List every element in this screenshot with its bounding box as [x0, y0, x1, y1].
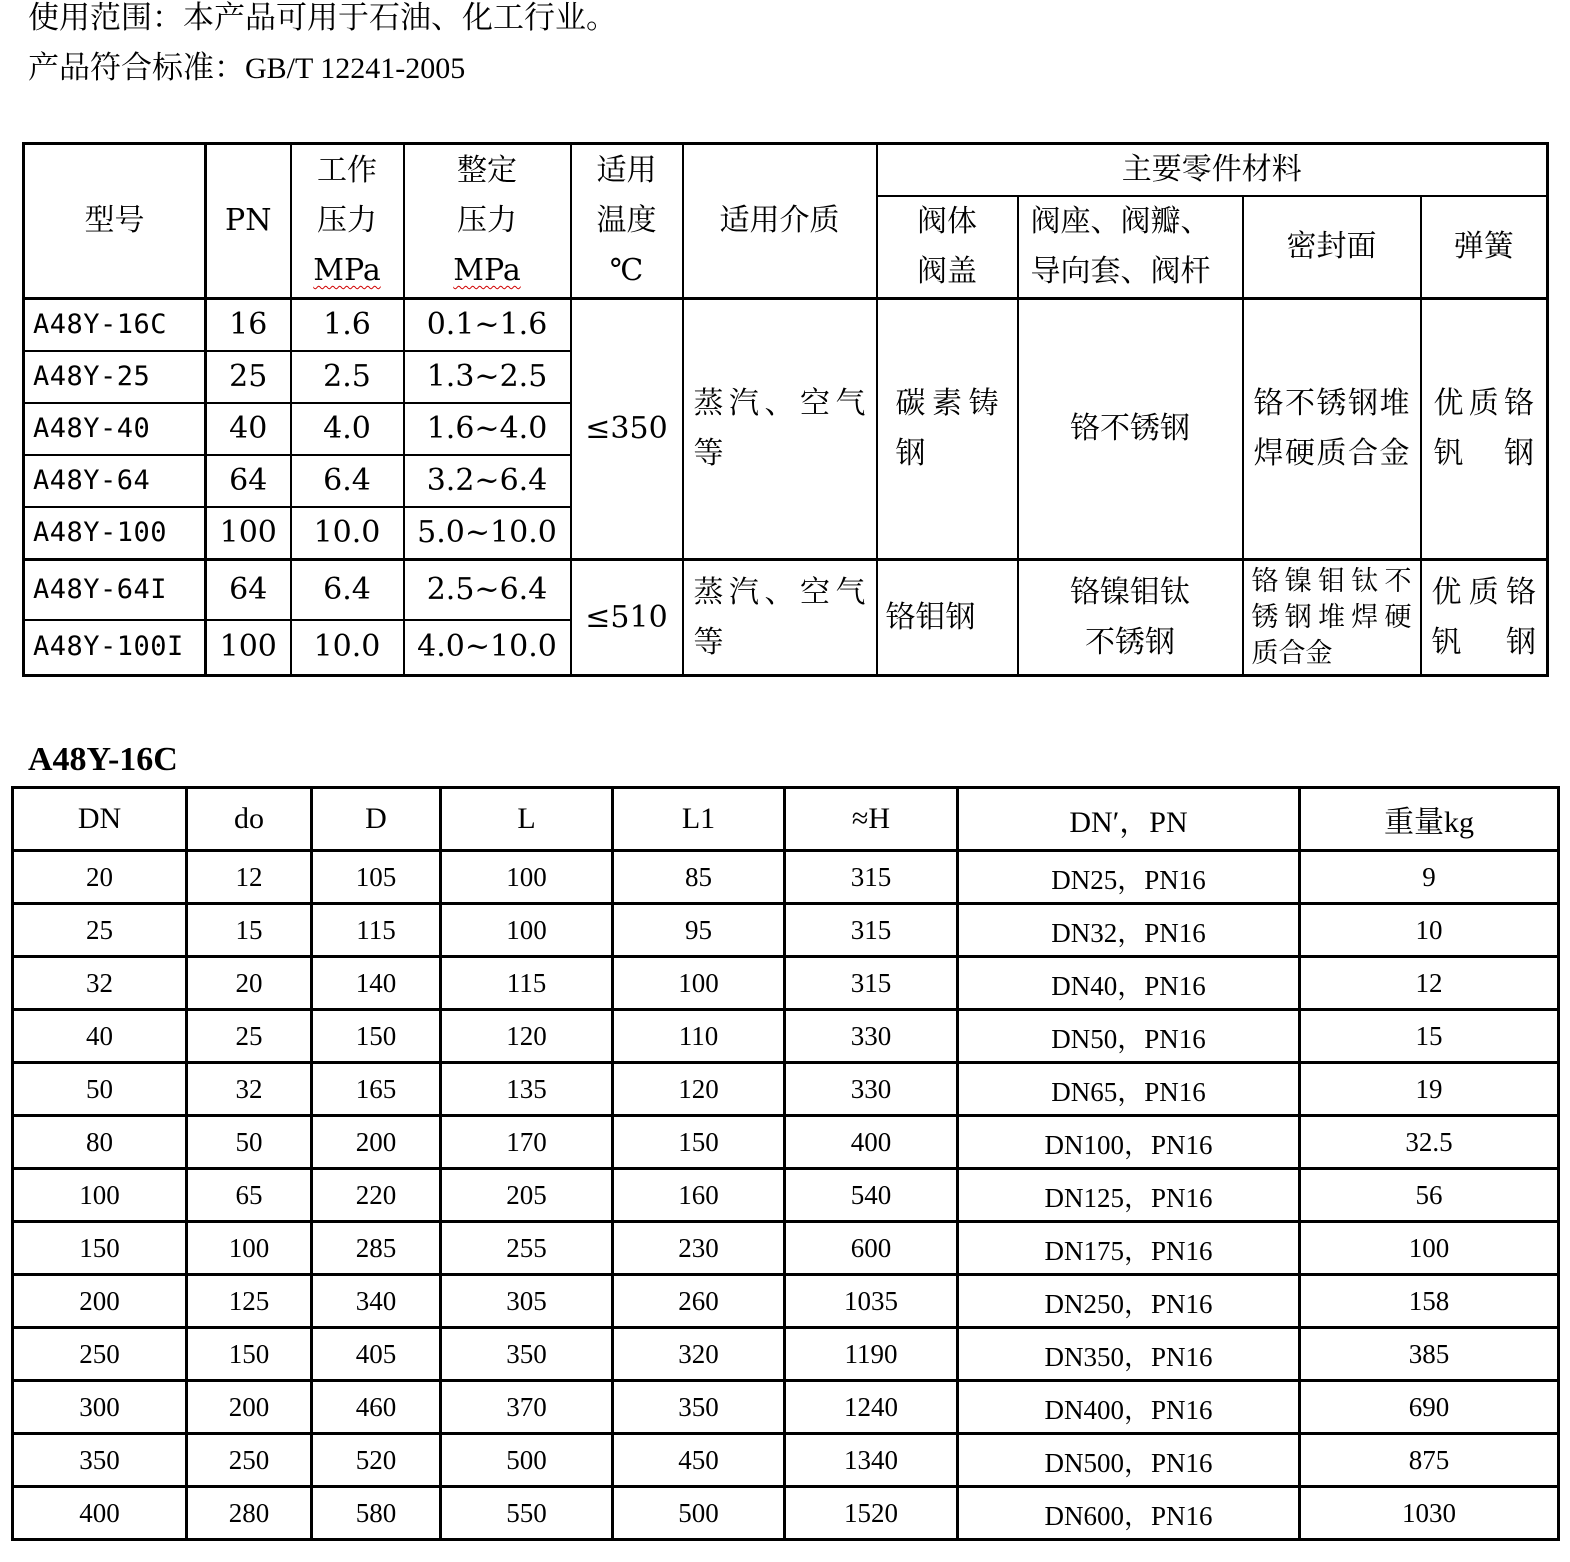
usage-text: 使用范围：本产品可用于石油、化工行业。: [28, 0, 617, 36]
dim-cell-l1: 150: [613, 1116, 785, 1169]
dim-cell-l: 115: [441, 957, 613, 1010]
dim-cell-weight: 19: [1300, 1063, 1559, 1116]
header-work-pressure-1: 工作: [317, 153, 377, 188]
dim-cell-do: 20: [187, 957, 312, 1010]
dim-cell-do: 50: [187, 1116, 312, 1169]
dim-cell-dn: 80: [13, 1116, 187, 1169]
spec-sp-cell: 5.0~10.0: [404, 507, 571, 560]
spec-seat-cell-2: 铬镍钼钛不锈钢: [1018, 560, 1243, 676]
dim-cell-flange: DN600，PN16: [958, 1487, 1300, 1540]
dim-cell-weight: 1030: [1300, 1487, 1559, 1540]
spec-model-cell: A48Y-64I: [24, 560, 206, 620]
table-row: [13, 1222, 1559, 1275]
dim-cell-d: 220: [312, 1169, 441, 1222]
dim-cell-dn: 25: [13, 904, 187, 957]
dim-cell-l1: 95: [613, 904, 785, 957]
dim-cell-d: 115: [312, 904, 441, 957]
table-row: [13, 1116, 1559, 1169]
header-set-pressure: [404, 144, 571, 299]
spec-pn-cell: 25: [206, 351, 291, 403]
dim-cell-l1: 230: [613, 1222, 785, 1275]
dim-cell-h: 315: [785, 904, 958, 957]
standard-label: 产品符合标准：: [28, 50, 245, 86]
dim-cell-l: 120: [441, 1010, 613, 1063]
dim-cell-l: 100: [441, 904, 613, 957]
spec-temp-cell-2: ≤510: [571, 560, 683, 676]
spec-pn-cell: 64: [206, 455, 291, 507]
dim-cell-l1: 260: [613, 1275, 785, 1328]
spec-pn-cell: 100: [206, 507, 291, 560]
dim-cell-do: 15: [187, 904, 312, 957]
spec-table: [22, 142, 1549, 677]
dim-cell-dn: 50: [13, 1063, 187, 1116]
table-row: [13, 1169, 1559, 1222]
dim-cell-flange: DN65，PN16: [958, 1063, 1300, 1116]
dim-cell-weight: 10: [1300, 904, 1559, 957]
dimension-header-row: [13, 788, 1559, 851]
dim-cell-d: 520: [312, 1434, 441, 1487]
table-row: [13, 1434, 1559, 1487]
header-temp: [571, 144, 683, 299]
dim-cell-h: 1520: [785, 1487, 958, 1540]
dim-cell-dn: 40: [13, 1010, 187, 1063]
dim-cell-h: 540: [785, 1169, 958, 1222]
dim-cell-flange: DN125，PN16: [958, 1169, 1300, 1222]
spec-pn-cell: 64: [206, 560, 291, 620]
header-body: [877, 196, 1018, 299]
dim-cell-do: 125: [187, 1275, 312, 1328]
dim-cell-flange: DN25，PN16: [958, 851, 1300, 904]
dim-cell-do: 150: [187, 1328, 312, 1381]
spec-wp-cell: 4.0: [291, 403, 404, 455]
dim-cell-do: 25: [187, 1010, 312, 1063]
dim-cell-dn: 300: [13, 1381, 187, 1434]
header-seat-1: 阀座、阀瓣、: [1030, 204, 1211, 239]
spec-wp-cell: 10.0: [291, 620, 404, 676]
dim-cell-flange: DN400，PN16: [958, 1381, 1300, 1434]
header-temp-1: 适用: [596, 153, 657, 188]
dim-cell-l1: 450: [613, 1434, 785, 1487]
dim-header-h: ≈H: [785, 788, 958, 851]
dim-cell-weight: 158: [1300, 1275, 1559, 1328]
dim-cell-weight: 12: [1300, 957, 1559, 1010]
dim-cell-flange: DN32，PN16: [958, 904, 1300, 957]
dim-cell-flange: DN500，PN16: [958, 1434, 1300, 1487]
header-temp-2: 温度: [596, 203, 657, 238]
dim-cell-do: 250: [187, 1434, 312, 1487]
dim-cell-d: 140: [312, 957, 441, 1010]
standard-value: GB/T 12241-2005: [245, 52, 466, 85]
table-row: [13, 957, 1559, 1010]
dim-cell-l: 370: [441, 1381, 613, 1434]
dim-cell-l: 350: [441, 1328, 613, 1381]
dim-cell-weight: 9: [1300, 851, 1559, 904]
spec-temp-cell-1: ≤350: [571, 299, 683, 560]
spec-wp-cell: 6.4: [291, 455, 404, 507]
dim-cell-d: 200: [312, 1116, 441, 1169]
header-set-pressure-1: 整定: [457, 153, 517, 188]
dim-cell-dn: 20: [13, 851, 187, 904]
spec-wp-cell: 2.5: [291, 351, 404, 403]
header-temp-unit: ℃: [609, 253, 644, 288]
header-spring: 弹簧: [1421, 196, 1548, 299]
dim-cell-weight: 690: [1300, 1381, 1559, 1434]
dim-cell-d: 340: [312, 1275, 441, 1328]
header-sealing: 密封面: [1243, 196, 1421, 299]
table-row: [13, 1487, 1559, 1540]
dim-cell-d: 105: [312, 851, 441, 904]
dim-cell-do: 200: [187, 1381, 312, 1434]
dim-header-weight: 重量kg: [1300, 788, 1559, 851]
spec-body-cell-2: 铬钼钢: [877, 560, 1018, 676]
dim-cell-h: 1190: [785, 1328, 958, 1381]
spec-medium-cell-2: 蒸汽、空气等: [683, 560, 877, 676]
table-row: [13, 1328, 1559, 1381]
spec-sp-cell: 1.3~2.5: [404, 351, 571, 403]
spec-model-cell: A48Y-25: [24, 351, 206, 403]
dim-cell-l: 135: [441, 1063, 613, 1116]
dim-cell-l1: 500: [613, 1487, 785, 1540]
dim-header-l1: L1: [613, 788, 785, 851]
dim-cell-h: 315: [785, 957, 958, 1010]
dim-cell-dn: 200: [13, 1275, 187, 1328]
dim-cell-l: 205: [441, 1169, 613, 1222]
dim-cell-h: 315: [785, 851, 958, 904]
dim-cell-l: 255: [441, 1222, 613, 1275]
spec-wp-cell: 6.4: [291, 560, 404, 620]
spec-sealing-cell-2: 铬镍钼钛不锈钢堆焊硬质合金: [1243, 560, 1421, 676]
header-work-pressure: [291, 144, 404, 299]
dim-cell-l1: 110: [613, 1010, 785, 1063]
dim-cell-do: 65: [187, 1169, 312, 1222]
dim-cell-do: 32: [187, 1063, 312, 1116]
dim-cell-weight: 100: [1300, 1222, 1559, 1275]
spec-model-cell: A48Y-40: [24, 403, 206, 455]
dim-header-dn: DN: [13, 788, 187, 851]
dim-cell-h: 1035: [785, 1275, 958, 1328]
header-set-pressure-unit: MPa: [453, 253, 521, 288]
spec-pn-cell: 100: [206, 620, 291, 676]
dim-cell-h: 1240: [785, 1381, 958, 1434]
dim-cell-do: 280: [187, 1487, 312, 1540]
spec-medium-cell-1: 蒸汽、空气等: [683, 299, 877, 560]
dim-cell-d: 165: [312, 1063, 441, 1116]
dimension-table-title: A48Y-16C: [28, 741, 178, 778]
dim-cell-d: 460: [312, 1381, 441, 1434]
dim-cell-weight: 15: [1300, 1010, 1559, 1063]
dim-cell-dn: 32: [13, 957, 187, 1010]
header-model: 型号: [24, 144, 206, 299]
standard-text: [28, 48, 465, 89]
header-work-pressure-2: 压力: [317, 203, 377, 238]
spec-pn-cell: 16: [206, 299, 291, 352]
dim-cell-flange: DN175，PN16: [958, 1222, 1300, 1275]
spec-wp-cell: 10.0: [291, 507, 404, 560]
dim-cell-h: 1340: [785, 1434, 958, 1487]
dim-cell-l: 305: [441, 1275, 613, 1328]
header-body-2: 阀盖: [917, 254, 977, 289]
header-seat-2: 导向套、阀杆: [1030, 254, 1211, 289]
dimension-table: [11, 786, 1560, 1541]
spec-sp-cell: 1.6~4.0: [404, 403, 571, 455]
spec-spring-cell-2: 优质铬钒钢: [1421, 560, 1548, 676]
spec-model-cell: A48Y-16C: [24, 299, 206, 352]
spec-model-cell: A48Y-100: [24, 507, 206, 560]
dim-header-flange: DN′，PN: [958, 788, 1300, 851]
dim-header-l: L: [441, 788, 613, 851]
dim-cell-l1: 85: [613, 851, 785, 904]
dim-cell-dn: 350: [13, 1434, 187, 1487]
table-row: [13, 1010, 1559, 1063]
dim-cell-h: 330: [785, 1010, 958, 1063]
dim-header-d: D: [312, 788, 441, 851]
spec-pn-cell: 40: [206, 403, 291, 455]
dim-cell-flange: DN250，PN16: [958, 1275, 1300, 1328]
header-pn: PN: [206, 144, 291, 299]
spec-sealing-cell-1: 铬不锈钢堆焊硬质合金: [1243, 299, 1421, 560]
dim-cell-h: 330: [785, 1063, 958, 1116]
dim-cell-dn: 400: [13, 1487, 187, 1540]
dim-cell-d: 405: [312, 1328, 441, 1381]
dim-cell-weight: 32.5: [1300, 1116, 1559, 1169]
spec-sp-cell: 4.0~10.0: [404, 620, 571, 676]
dim-cell-l1: 120: [613, 1063, 785, 1116]
header-seat: [1018, 196, 1243, 299]
spec-model-cell: A48Y-100I: [24, 620, 206, 676]
spec-spring-cell-1: 优质铬钒钢: [1421, 299, 1548, 560]
spec-model-cell: A48Y-64: [24, 455, 206, 507]
dim-cell-flange: DN350，PN16: [958, 1328, 1300, 1381]
header-set-pressure-2: 压力: [457, 203, 517, 238]
dim-cell-l1: 350: [613, 1381, 785, 1434]
dim-cell-dn: 250: [13, 1328, 187, 1381]
dim-cell-l1: 320: [613, 1328, 785, 1381]
header-medium: 适用介质: [683, 144, 877, 299]
dim-cell-dn: 150: [13, 1222, 187, 1275]
table-row: [13, 1381, 1559, 1434]
dim-cell-dn: 100: [13, 1169, 187, 1222]
dim-cell-l: 100: [441, 851, 613, 904]
dim-cell-do: 12: [187, 851, 312, 904]
dim-header-do: do: [187, 788, 312, 851]
dim-cell-weight: 56: [1300, 1169, 1559, 1222]
table-row: [13, 904, 1559, 957]
dim-cell-l: 500: [441, 1434, 613, 1487]
dim-cell-do: 100: [187, 1222, 312, 1275]
header-work-pressure-unit: MPa: [313, 253, 381, 288]
dim-cell-h: 400: [785, 1116, 958, 1169]
spec-seat-cell-1: 铬不锈钢: [1018, 299, 1243, 560]
spec-wp-cell: 1.6: [291, 299, 404, 352]
dim-cell-flange: DN100，PN16: [958, 1116, 1300, 1169]
table-row: [13, 1275, 1559, 1328]
dim-cell-weight: 385: [1300, 1328, 1559, 1381]
spec-sp-cell: 3.2~6.4: [404, 455, 571, 507]
spec-sp-cell: 2.5~6.4: [404, 560, 571, 620]
dim-cell-l1: 100: [613, 957, 785, 1010]
table-row: [13, 1063, 1559, 1116]
dim-cell-weight: 875: [1300, 1434, 1559, 1487]
dim-cell-l1: 160: [613, 1169, 785, 1222]
dim-cell-d: 285: [312, 1222, 441, 1275]
header-materials-group: 主要零件材料: [877, 144, 1548, 197]
dim-cell-l: 170: [441, 1116, 613, 1169]
header-body-1: 阀体: [917, 204, 977, 239]
dim-cell-flange: DN40，PN16: [958, 957, 1300, 1010]
spec-body-cell-1: 碳素铸钢: [877, 299, 1018, 560]
table-row: [13, 851, 1559, 904]
dim-cell-d: 580: [312, 1487, 441, 1540]
dim-cell-d: 150: [312, 1010, 441, 1063]
dim-cell-l: 550: [441, 1487, 613, 1540]
spec-sp-cell: 0.1~1.6: [404, 299, 571, 352]
dim-cell-h: 600: [785, 1222, 958, 1275]
dim-cell-flange: DN50，PN16: [958, 1010, 1300, 1063]
